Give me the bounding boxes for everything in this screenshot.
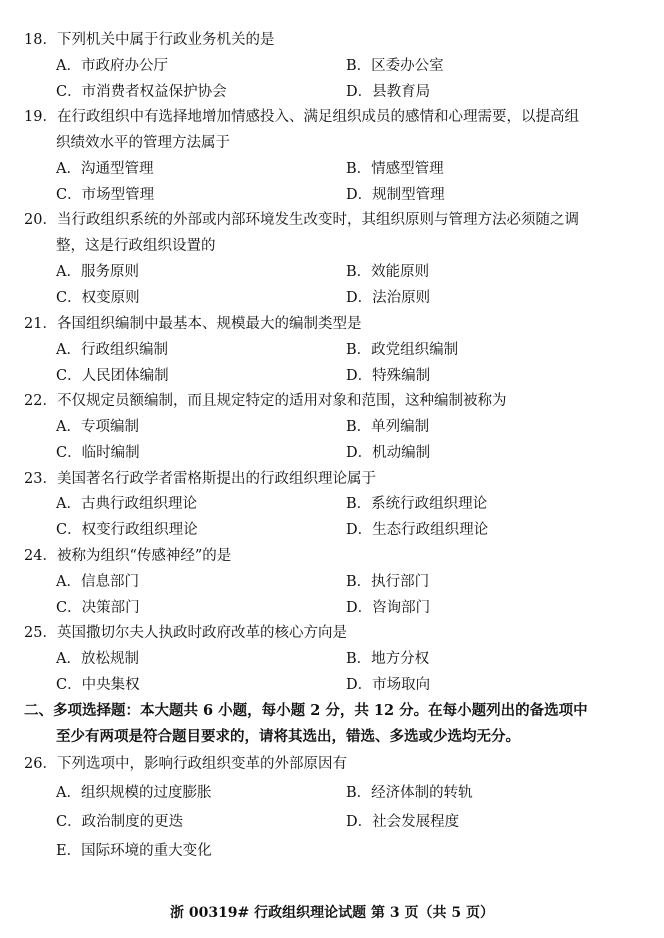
- option-23-a: A．古典行政组织理论: [56, 496, 197, 512]
- question-stem: 不仅规定员额编制，而且规定特定的适用对象和范围，这种编制被称为: [56, 393, 507, 409]
- option-20-c: C．权变原则: [56, 290, 140, 306]
- question-stem: 当行政组织系统的外部或内部环境发生改变时，其组织原则与管理方法必须随之调: [56, 212, 579, 228]
- question-number: 24．: [24, 548, 57, 564]
- option-19-a: A．沟通型管理: [56, 161, 154, 177]
- question-number: 19．: [24, 109, 57, 125]
- question-20: [24, 210, 579, 230]
- option-20-a: A．服务原则: [56, 264, 139, 280]
- option-26-d: D．社会发展程度: [346, 814, 460, 830]
- question-number: 21．: [24, 316, 57, 332]
- option-19-c: C．市场型管理: [56, 187, 155, 203]
- option-26-e: E．国际环境的重大变化: [56, 843, 212, 859]
- question-number: 20．: [24, 212, 57, 228]
- option-18-b: B．区委办公室: [346, 58, 444, 74]
- option-20-d: D．法治原则: [346, 290, 431, 306]
- option-23-c: C．权变行政组织理论: [56, 522, 198, 538]
- option-20-b: B．效能原则: [346, 264, 430, 280]
- option-22-d: D．机动编制: [346, 445, 431, 461]
- section-heading: 二、多项选择题：本大题共 6 小题，每小题 2 分，共 12 分。在每小题列出的备选项中: [24, 702, 588, 719]
- option-21-a: A．行政组织编制: [56, 342, 168, 358]
- option-25-d: D．市场取向: [346, 677, 431, 693]
- question-25: [24, 623, 347, 643]
- section-heading-continuation: 至少有两项是符合题目要求的，请将其选出，错选、多选或少选均无分。: [56, 728, 520, 745]
- page-footer: 浙 00319# 行政组织理论试题 第 3 页（共 5 页）: [169, 905, 495, 921]
- option-18-c: C．市消费者权益保护协会: [56, 84, 227, 100]
- question-number: 23．: [24, 471, 57, 487]
- question-stem: 下列选项中，影响行政组织变革的外部原因有: [56, 756, 347, 772]
- option-23-b: B．系统行政组织理论: [346, 496, 488, 512]
- option-22-b: B．单列编制: [346, 419, 430, 435]
- question-19-continuation: 织绩效水平的管理方法属于: [56, 135, 230, 151]
- question-number: 22．: [24, 393, 57, 409]
- option-26-a: A．组织规模的过度膨胀: [56, 785, 212, 801]
- question-stem: 下列机关中属于行政业务机关的是: [56, 32, 275, 48]
- option-24-a: A．信息部门: [56, 574, 139, 590]
- option-24-d: D．咨询部门: [346, 600, 431, 616]
- question-stem: 各国组织编制中最基本、规模最大的编制类型是: [56, 316, 362, 332]
- option-25-c: C．中央集权: [56, 677, 140, 693]
- question-number: 25．: [24, 625, 57, 641]
- question-number: 18．: [24, 32, 57, 48]
- option-23-d: D．生态行政组织理论: [346, 522, 489, 538]
- question-20-continuation: 整，这是行政组织设置的: [56, 238, 216, 254]
- question-23: [24, 469, 376, 489]
- option-22-a: A．专项编制: [56, 419, 139, 435]
- option-19-d: D．规制型管理: [346, 187, 445, 203]
- question-24: [24, 546, 231, 566]
- question-21: [24, 314, 361, 334]
- option-21-c: C．人民团体编制: [56, 368, 169, 384]
- question-stem: 在行政组织中有选择地增加情感投入、满足组织成员的感情和心理需要，以提高组: [56, 109, 579, 125]
- question-number: 26．: [24, 756, 57, 772]
- question-22: [24, 391, 506, 411]
- question-18: [24, 30, 274, 50]
- question-19: [24, 107, 579, 127]
- option-24-b: B．执行部门: [346, 574, 430, 590]
- question-stem: 英国撒切尔夫人执政时政府改革的核心方向是: [56, 625, 347, 641]
- option-22-c: C．临时编制: [56, 445, 140, 461]
- option-26-c: C．政治制度的更迭: [56, 814, 184, 830]
- option-21-b: B．政党组织编制: [346, 342, 459, 358]
- question-26: [24, 754, 347, 774]
- question-stem: 被称为组织“传感神经”的是: [56, 548, 232, 564]
- option-25-a: A．放松规制: [56, 651, 139, 667]
- option-18-d: D．县教育局: [346, 84, 431, 100]
- option-24-c: C．决策部门: [56, 600, 140, 616]
- option-26-b: B．经济体制的转轨: [346, 785, 473, 801]
- option-25-b: B．地方分权: [346, 651, 430, 667]
- option-21-d: D．特殊编制: [346, 368, 431, 384]
- question-stem: 美国著名行政学者雷格斯提出的行政组织理论属于: [56, 471, 376, 487]
- option-19-b: B．情感型管理: [346, 161, 444, 177]
- option-18-a: A．市政府办公厅: [56, 58, 168, 74]
